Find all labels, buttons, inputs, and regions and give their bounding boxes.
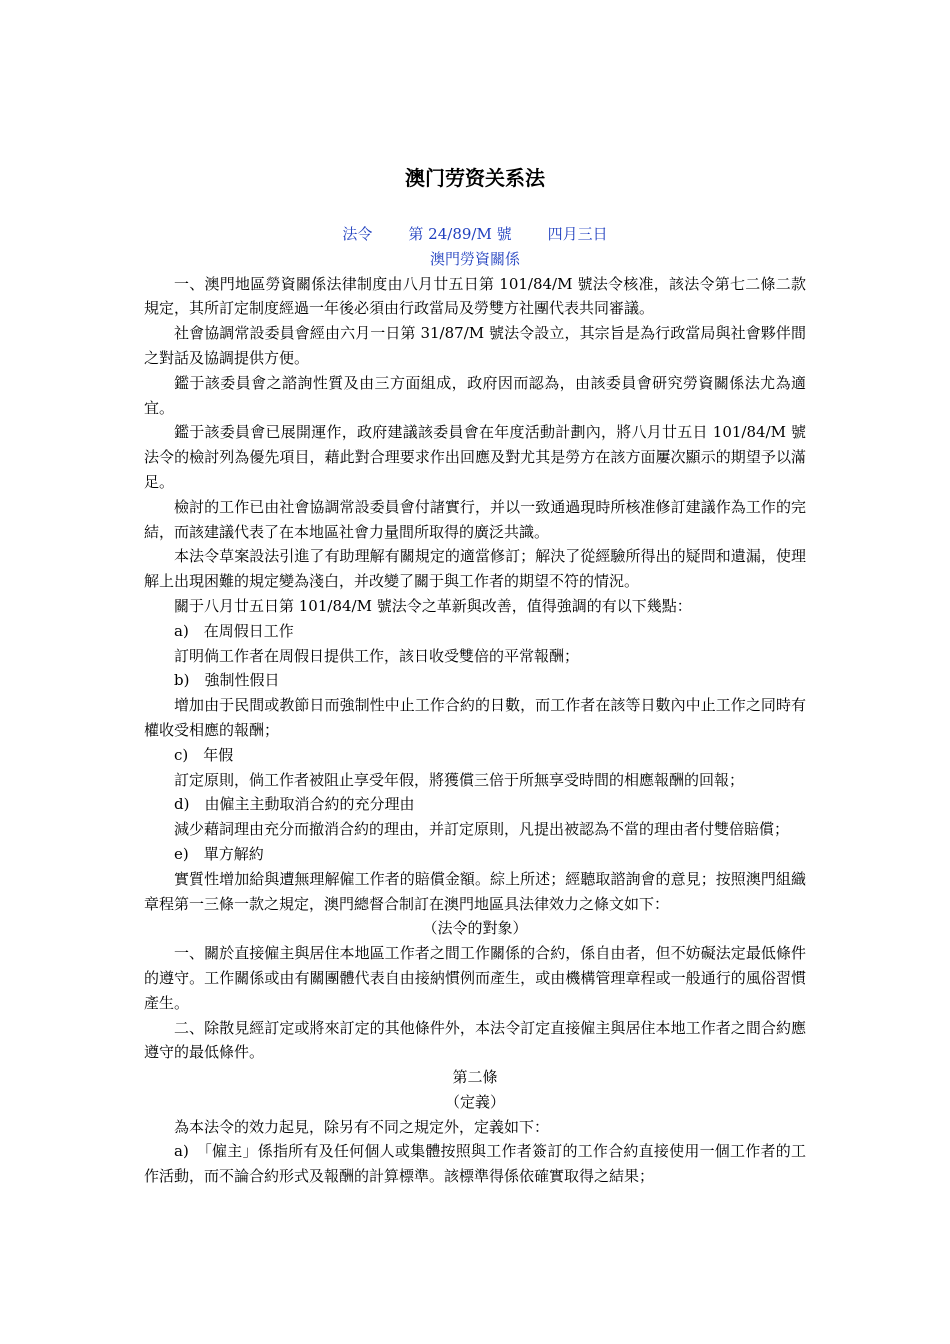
paragraph-3: 鑑于該委員會之諮詢性質及由三方面組成，政府因而認為，由該委員會研究勞資關係法尤為適宜。 [144,373,806,417]
paragraph-4: 鑑于該委員會已展開運作，政府建議該委員會在年度活動計劃內，將八月廿五日 101/84/M 號法令的檢討列為優先項目，藉此對合理要求作出回應及對尤其是勞方在該方面屢次顯示的期望予以滿足。 [144,423,806,491]
item-c-heading: c) 年假 [174,745,234,764]
item-b-text: 增加由于民間或教節日而強制性中止工作合約的日數，而工作者在該等日數內中止工作之同時有權收受相應的報酬； [144,696,806,739]
article-1-heading: （法令的對象） [422,919,528,938]
article-2-intro: 為本法令的效力起見，除另有不同之規定外，定義如下： [174,1117,550,1136]
item-e-text: 實質性增加給與遭無理解僱工作者的賠償金額。綜上所述；經聽取諮詢會的意見；按照澳門組織章程第一三條一款之規定，澳門總督合制訂在澳門地區具法律效力之條文如下： [144,869,806,913]
decree-label: 法令 [342,225,373,243]
item-d-text: 減少藉詞理由充分而撤消合約的理由，并訂定原則，凡提出被認為不當的理由者付雙倍賠償； [174,820,790,839]
item-c-text: 訂定原則，倘工作者被阻止享受年假，將獲償三倍于所無享受時間的相應報酬的回報； [174,770,745,789]
article-1-paragraph-2: 二、除散見經訂定或將來訂定的其他條件外，本法令訂定直接僱主與居住本地工作者之間合約應遵守的最低條件。 [144,1018,806,1062]
document-subtitle: 澳門勞資關係 [429,249,520,268]
article-2-title: 第二條 [452,1068,498,1087]
decree-number: 第 24/89/M 號 [408,225,512,243]
paragraph-6: 本法令草案設法引進了有助理解有關規定的適當修訂；解決了從經驗所得出的疑問和遺漏，使理解上出現困難的規定變為淺白，并改變了關于與工作者的期望不符的情況。 [144,547,806,591]
document-body [144,222,806,1189]
paragraph-7: 關于八月廿五日第 101/84/M 號法令之革新與改善，值得強調的有以下幾點： [174,596,692,615]
item-a-heading: a) 在周假日工作 [174,621,294,640]
article-2-item-a: a) 「僱主」係指所有及任何個人或集體按照與工作者簽訂的工作合約直接使用一個工作者的工作活動，而不論合約形式及報酬的計算標準。該標準得係依確實取得之結果； [144,1142,806,1186]
paragraph-5: 檢討的工作已由社會協調常設委員會付諸實行，并以一致通過現時所核准修訂建議作為工作的完結，而該建議代表了在本地區社會力量間所取得的廣泛共識。 [144,497,806,541]
article-1-paragraph-1: 一、關於直接僱主與居住本地區工作者之間工作關係的合約，係自由者，但不妨礙法定最低條件的遵守。工作關係或由有關團體代表自由接納慣例而產生，或由機構管理章程或一般通行的風俗習慣產生。 [144,944,806,1012]
article-2-heading: （定義） [444,1092,505,1111]
item-d-heading: d) 由僱主主動取消合約的充分理由 [174,795,415,814]
document-title: 澳门劳资关系法 [405,166,545,190]
paragraph-2: 社會協調常設委員會經由六月一日第 31/87/M 號法令設立，其宗旨是為行政當局與社會夥伴間之對話及協調提供方便。 [144,324,806,367]
item-a-text: 訂明倘工作者在周假日提供工作，該日收受雙倍的平常報酬； [174,646,580,665]
decree-line [144,222,806,247]
item-b-heading: b) 強制性假日 [174,671,280,690]
paragraph-1: 一、澳門地區勞資關係法律制度由八月廿五日第 101/84/M 號法令核准，該法令第七二條二款規定，其所訂定制度經過一年後必須由行政當局及勞雙方社團代表共同審議。 [144,274,806,318]
decree-date: 四月三日 [547,225,608,243]
item-e-heading: e) 單方解約 [174,844,264,863]
